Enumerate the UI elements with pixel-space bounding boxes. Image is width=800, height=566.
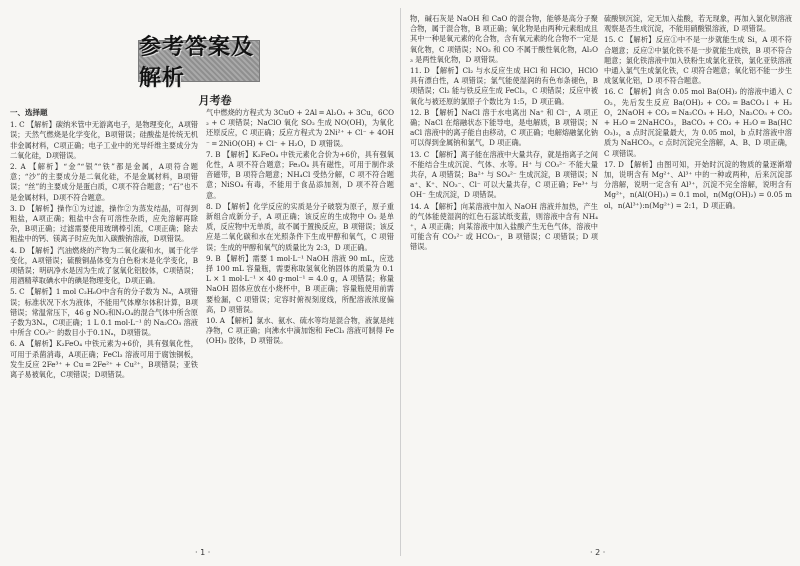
- paragraph: 3. D 【解析】操作①为过滤，操作②为蒸发结晶，可得到粗盐，A项正确；粗盐中含有可溶性杂质，应先溶解再除杂，B项正确；过滤需要使用玻璃棒引流，C项正确；除去粗盐中的钙、镁离子时应先加入碳酸钠溶液，D项错误。: [10, 203, 198, 244]
- text-column-4: [604, 14, 792, 548]
- paragraph: 7. B 【解析】K₂FeO₄ 中铁元素化合价为+6价，具有强氧化性，A 项不符合题意；Fe₃O₄ 具有磁性，可用于制作录音磁带，B 项符合题意；NH₄Cl 受热分解，C 项不符合题意；NiSO₄ 有毒，不能用于食品添加剂，D 项不符合题意。: [206, 149, 394, 200]
- paragraph: 硫酸钡沉淀，定无加入盐酸，若无现象，再加入氯化钡溶液观察是否生成沉淀，不能用硝酸银溶液，D 项错误。: [604, 14, 792, 34]
- page-number-left: · 1 ·: [195, 548, 211, 557]
- paragraph: 10. A 【解析】氯水、氨水、硫水等均是混合物，液氯是纯净物，C 项正确；向沸水中滴加饱和 FeCl₃ 溶液可制得 Fe(OH)₃ 胶体，D 项错误。: [206, 316, 394, 346]
- paragraph: 物，碱石灰是 NaOH 和 CaO 的混合物，能够是高分子聚合物，属于混合物，B 项正确；氧化物是由两种元素组成且其中一种是氧元素的化合物，含有氧元素的化合物不一定是氧化物，C 项错误；NO₂ 和 CO 不属于酸性氧化物，Al₂O₃ 是两性氧化物，D 项错误。: [410, 14, 598, 64]
- text-column-1: [10, 108, 198, 548]
- page-number-right: · 2 ·: [590, 548, 606, 557]
- paragraph: 14. A 【解析】向某溶液中加入 NaOH 溶液并加热，产生的气体能使湿润的红色石蕊试纸变蓝，则溶液中含有 NH₄⁺，A 项正确；向某溶液中加入盐酸产生无色气体，溶液中可能含有 CO₃²⁻ 或 HCO₃⁻，B 项错误；C 项错误；D 项错误。: [410, 201, 598, 252]
- paragraph: 9. B 【解析】需要 1 mol·L⁻¹ NaOH 溶液 90 mL，应选择 100 mL 容量瓶，需要称取氢氧化钠固体的质量为 0.1 L × 1 mol·L⁻¹ × 40 g·mol⁻¹ = 4.0 g，A 项错误；称量 NaOH 固体应放在小烧杯中，B 项正确；容量瓶使用前需要检漏，C 项错误；定容时俯视刻度线，所配溶液浓度偏高，D 项错误。: [206, 253, 394, 314]
- paragraph: 13. C 【解析】离子能在溶液中大量共存，就是指离子之间不能结合生成沉淀、气体、水等。H⁺ 与 CO₃²⁻ 不能大量共存，A 项错误；Ba²⁺ 与 SO₄²⁻ 生成沉淀，B 项错误；Na⁺、K⁺、NO₃⁻、Cl⁻ 可以大量共存，C 项正确；Fe³⁺ 与 OH⁻ 生成沉淀，D 项错误。: [410, 149, 598, 200]
- paragraph: 8. D 【解析】化学反应的实质是分子破裂为原子，原子重新组合成新分子，A 项正确；该反应的生成物中 O₂ 是单质，反应物中无单质，故不属于置换反应，B 项错误；该反应是二氧化碳和水在光照条件下生成甲醇和氧气，C 项错误；生成的甲醇和氧气的质量比为 2:3，D 项正确。: [206, 201, 394, 252]
- text-column-2: [206, 108, 394, 548]
- paragraph: 11. D 【解析】Cl₂ 与水反应生成 HCl 和 HClO，HClO 具有漂白性，A 项错误；氯气能使湿润的有色布条褪色，B 项错误；Cl₂ 能与铁反应生成 FeCl₃，C 项错误；反应中被氧化与被还原的氯原子个数比为 1:5，D 项正确。: [410, 66, 598, 106]
- text-column-3: [410, 14, 598, 548]
- paragraph: 4. D 【解析】汽油燃烧的产物为二氧化碳和水，属于化学变化，A项错误；硫酸铜晶体变为白色粉末是化学变化，B项错误；明矾净水是因为生成了氢氧化铝胶体，C项错误；用酒精萃取碘水中的碘是物理变化，D项正确。: [10, 245, 198, 286]
- page-divider: [400, 8, 401, 556]
- paragraph: 16. C 【解析】向含 0.05 mol Ba(OH)₂ 的溶液中通入 CO₂，先后发生反应 Ba(OH)₂ + CO₂ ═ BaCO₃↓ + H₂O，2NaOH + CO₂ ═ Na₂CO₃ + H₂O，Na₂CO₃ + CO₂ + H₂O ═ 2NaHCO₃，BaCO₃ + CO₂ + H₂O ═ Ba(HCO₃)₂，a 点时沉淀量最大，为 0.05 mol，b 点时溶液中溶质为 NaHCO₃，c 点时沉淀完全溶解，A、B、D 项正确，C 项错误。: [604, 87, 792, 158]
- paragraph: 1. C 【解析】碳纳米管中无游离电子，是物理变化，A项错误；天然气燃烧是化学变化，B项错误；硅酸盐是传统无机非金属材料，C项正确；电子工业中的光导纤维主要成分为二氧化硅，D项错误。: [10, 120, 198, 160]
- paragraph: 12. B 【解析】NaCl 溶于水电离出 Na⁺ 和 Cl⁻，A 项正确；NaCl 在熔融状态下能导电，是电解质，B 项错误；NaCl 溶液中的离子能自由移动，C 项正确；电解熔融氯化钠可以得到金属钠和氯气，D 项正确。: [410, 107, 598, 148]
- paragraph: 2. A 【解析】“金”“银”“铁”都是金属，A项符合题意；“沙”的主要成分是二氧化硅，不是金属材料，B项错误；“丝”的主要成分是蛋白质，C项不符合题意；“石”也不是金属材料，D项不符合题意。: [10, 162, 198, 202]
- paragraph: 气中燃烧的方程式为 3CuO + 2Al ═ Al₂O₃ + 3Cu，6CO₂ + C 项错误；NaClO 氧化 SO₂ 生成 NO(OH)，为氧化还原反应，C 项正确；反应方程式为 2Ni²⁺ + Cl⁻ + 4OH⁻ ═ 2NiO(OH) + Cl⁻ + H₂O，D 项错误。: [206, 108, 394, 148]
- title-banner: [138, 35, 260, 91]
- paragraph: 17. D 【解析】由图可知，开始时沉淀的物质的量逐渐增加，说明含有 Mg²⁺、Al³⁺ 中的一种或两种，后来沉淀部分溶解，说明一定含有 Al³⁺，沉淀不完全溶解，说明含有 Mg²⁺，n(Al(OH)₃) = 0.1 mol，n(Mg(OH)₂) = 0.05 mol，n(Al³⁺):n(Mg²⁺) = 2:1，D 项正确。: [604, 159, 792, 210]
- paragraph: 5. C 【解析】1 mol C₂H₆O中含有的分子数为 Nₐ，A项错误；标准状况下水为液体，不能用气体摩尔体积计算，B项错误；常温常压下，46 g NO₂和N₂O₄的混合气体中所含原子数为3Nₐ，C项正确；1 L 0.1 mol·L⁻¹ 的 Na₂CO₃ 溶液中所含 CO₃²⁻ 的数目小于0.1Nₐ，D项错误。: [10, 287, 198, 338]
- paragraph: 15. C 【解析】反应①中不是一步就能生成 Si，A 项不符合题意；反应②中氯化铁不是一步就能生成铁，B 项不符合题意；氯化铁溶液中加入铁粉生成氯化亚铁，氯化亚铁溶液中通入氯气生成氯化铁，C 项符合题意；氧化铝不能一步生成氢氧化铝，D 项不符合题意。: [604, 35, 792, 86]
- paragraph: 6. A 【解析】K₂FeO₄ 中铁元素为+6价，具有强氧化性，可用于杀菌消毒，A项正确；FeCl₃ 溶液可用于腐蚀铜板，发生反应 2Fe³⁺ + Cu ═ 2Fe²⁺ + Cu²⁺，B项错误；亚铁离子易被氧化，C项错误；D项错误。: [10, 339, 198, 380]
- paragraph: 一、选择题: [10, 108, 48, 117]
- banner-title: 参考答案及解析: [139, 35, 255, 91]
- section-title: 月考卷: [198, 94, 232, 107]
